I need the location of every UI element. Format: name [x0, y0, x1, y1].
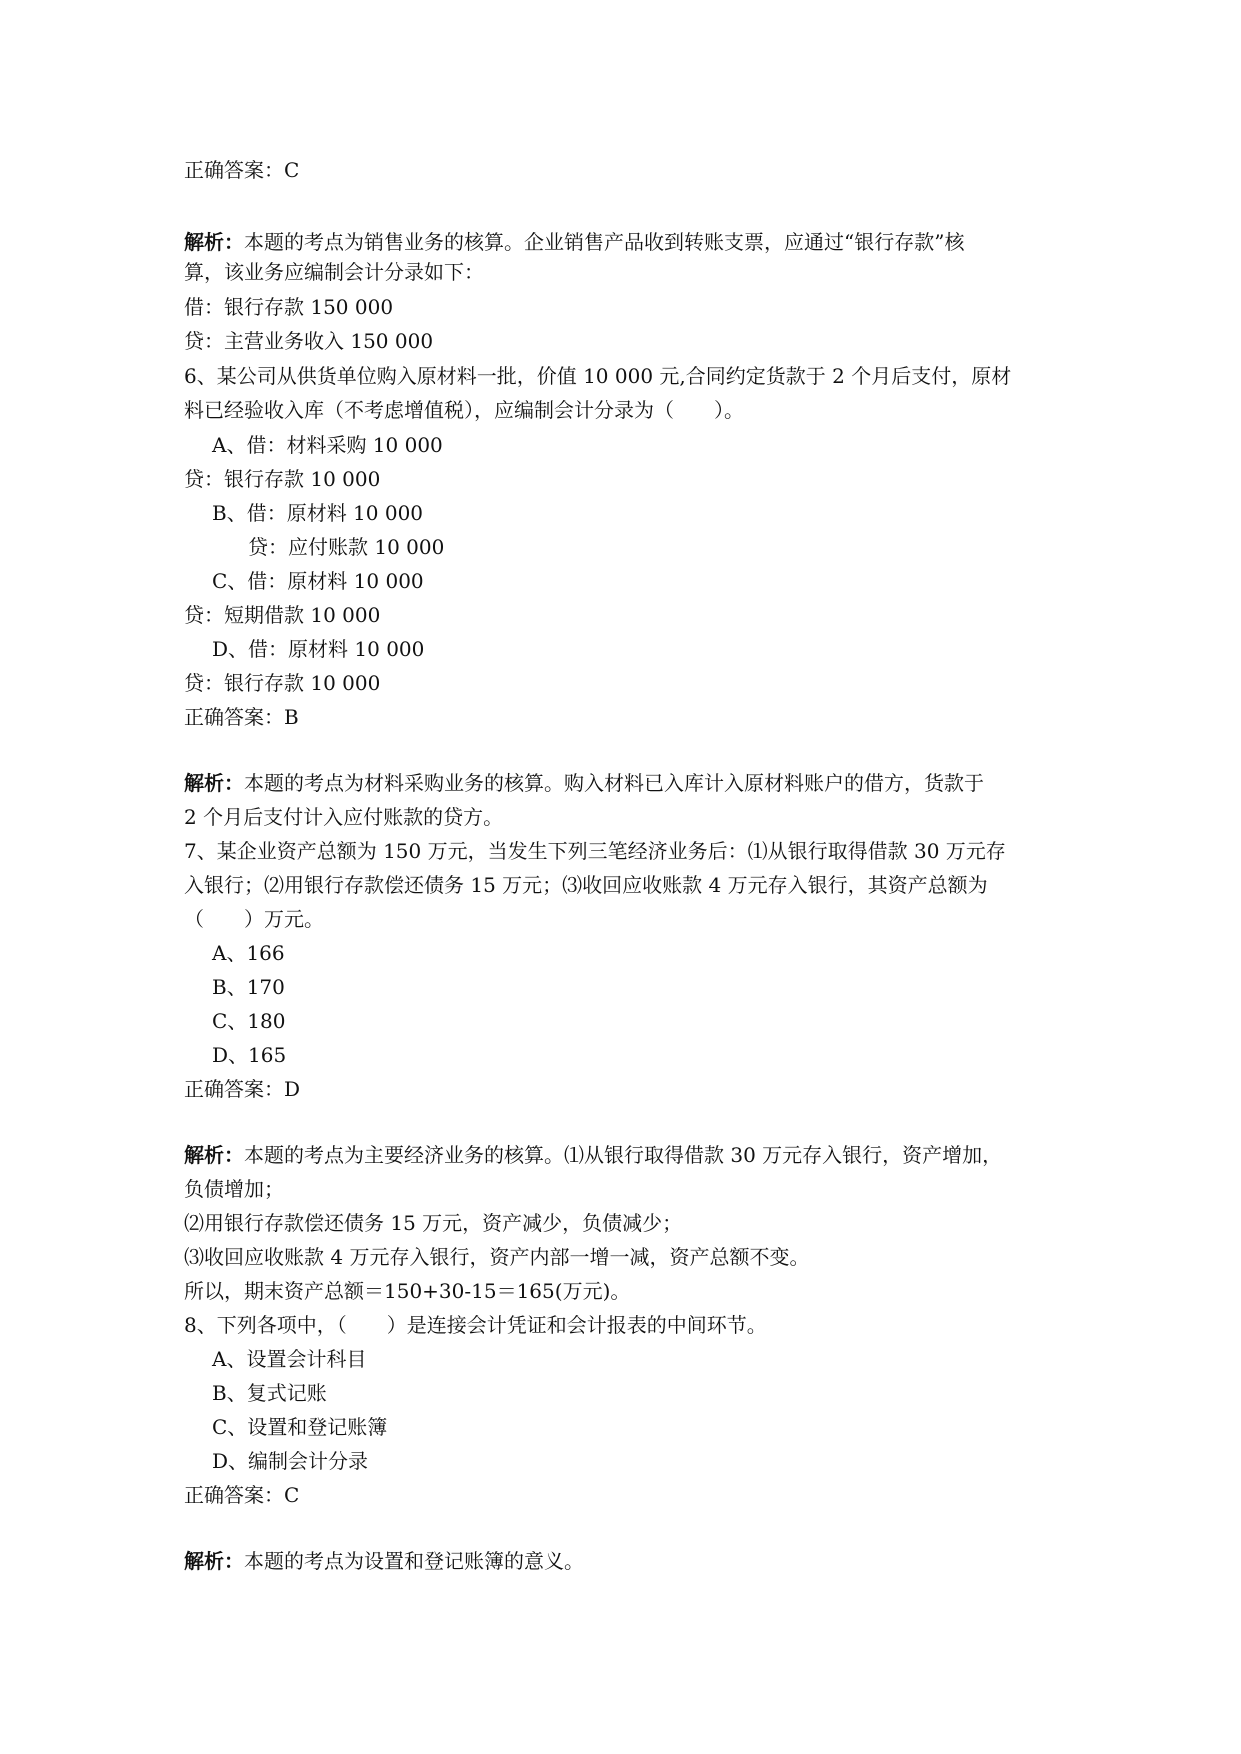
- analysis-label: 解析：: [184, 1549, 244, 1573]
- q6-analysis-line: [184, 770, 984, 796]
- q7-correct-answer: 正确答案：D: [184, 1077, 301, 1101]
- q5-analysis-line: [184, 229, 964, 255]
- q8-question-stem: 8、下列各项中，（ ）是连接会计凭证和会计报表的中间环节。: [184, 1313, 767, 1337]
- analysis-label: 解析：: [184, 771, 244, 795]
- analysis-text: 本题的考点为主要经济业务的核算。⑴从银行取得借款 30 万元存入银行，资产增加，: [244, 1143, 1003, 1167]
- q7-question-stem: 7、某企业资产总额为 150 万元，当发生下列三笔经济业务后：⑴从银行取得借款 30 万元存: [184, 839, 1006, 863]
- q7-question-stem: （ ）万元。: [184, 907, 324, 931]
- q6-option-a-credit: 贷：银行存款 10 000: [184, 467, 381, 491]
- q6-option-d: D、借：原材料 10 000: [212, 637, 425, 661]
- q6-option-d-credit: 贷：银行存款 10 000: [184, 671, 381, 695]
- q6-correct-answer: 正确答案：B: [184, 705, 299, 729]
- analysis-text: 本题的考点为设置和登记账簿的意义。: [244, 1549, 584, 1573]
- q7-option-d: D、165: [212, 1043, 287, 1067]
- q7-option-c: C、180: [212, 1009, 286, 1033]
- analysis-text: 本题的考点为材料采购业务的核算。购入材料已入库计入原材料账户的借方，货款于: [244, 771, 984, 795]
- q7-analysis-line: ⑶收回应收账款 4 万元存入银行，资产内部一增一减，资产总额不变。: [184, 1245, 810, 1269]
- q5-analysis-line: 算，该业务应编制会计分录如下：: [184, 260, 484, 284]
- q8-analysis-line: [184, 1548, 584, 1574]
- analysis-label: 解析：: [184, 230, 244, 254]
- q7-analysis-line: 所以，期末资产总额＝150+30-15＝165(万元)。: [184, 1279, 631, 1303]
- q6-option-c: C、借：原材料 10 000: [212, 569, 424, 593]
- q8-option-d: D、编制会计分录: [212, 1449, 369, 1473]
- q6-option-a: A、借：材料采购 10 000: [212, 433, 443, 457]
- q8-option-b: B、复式记账: [212, 1381, 327, 1405]
- q5-correct-answer: 正确答案：C: [184, 158, 300, 182]
- q6-option-b-credit: 贷：应付账款 10 000: [248, 535, 445, 559]
- q5-journal-entry-credit: 贷：主营业务收入 150 000: [184, 329, 434, 353]
- q7-option-b: B、170: [212, 975, 285, 999]
- q6-question-stem: 6、某公司从供货单位购入原材料一批，价值 10 000 元,合同约定货款于 2 个月后支付，原材: [184, 364, 1012, 388]
- q7-analysis-line: ⑵用银行存款偿还债务 15 万元，资产减少，负债减少；: [184, 1211, 683, 1235]
- analysis-text: 本题的考点为销售业务的核算。企业销售产品收到转账支票，应通过“银行存款”核: [244, 230, 965, 254]
- q7-analysis-line: 负债增加；: [184, 1177, 284, 1201]
- q5-journal-entry-debit: 借：银行存款 150 000: [184, 295, 394, 319]
- q7-question-stem: 入银行；⑵用银行存款偿还债务 15 万元；⑶收回应收账款 4 万元存入银行，其资产总额为: [184, 873, 988, 897]
- analysis-label: 解析：: [184, 1143, 244, 1167]
- q8-option-a: A、设置会计科目: [212, 1347, 367, 1371]
- q6-question-stem: 料已经验收入库（不考虑增值税），应编制会计分录为（ ）。: [184, 398, 744, 422]
- q8-correct-answer: 正确答案：C: [184, 1483, 300, 1507]
- q6-analysis-line: 2 个月后支付计入应付账款的贷方。: [184, 805, 504, 829]
- q7-option-a: A、166: [212, 941, 285, 965]
- q6-option-b: B、借：原材料 10 000: [212, 501, 424, 525]
- q6-option-c-credit: 贷：短期借款 10 000: [184, 603, 381, 627]
- q7-analysis-line: [184, 1142, 1002, 1168]
- q8-option-c: C、设置和登记账簿: [212, 1415, 388, 1439]
